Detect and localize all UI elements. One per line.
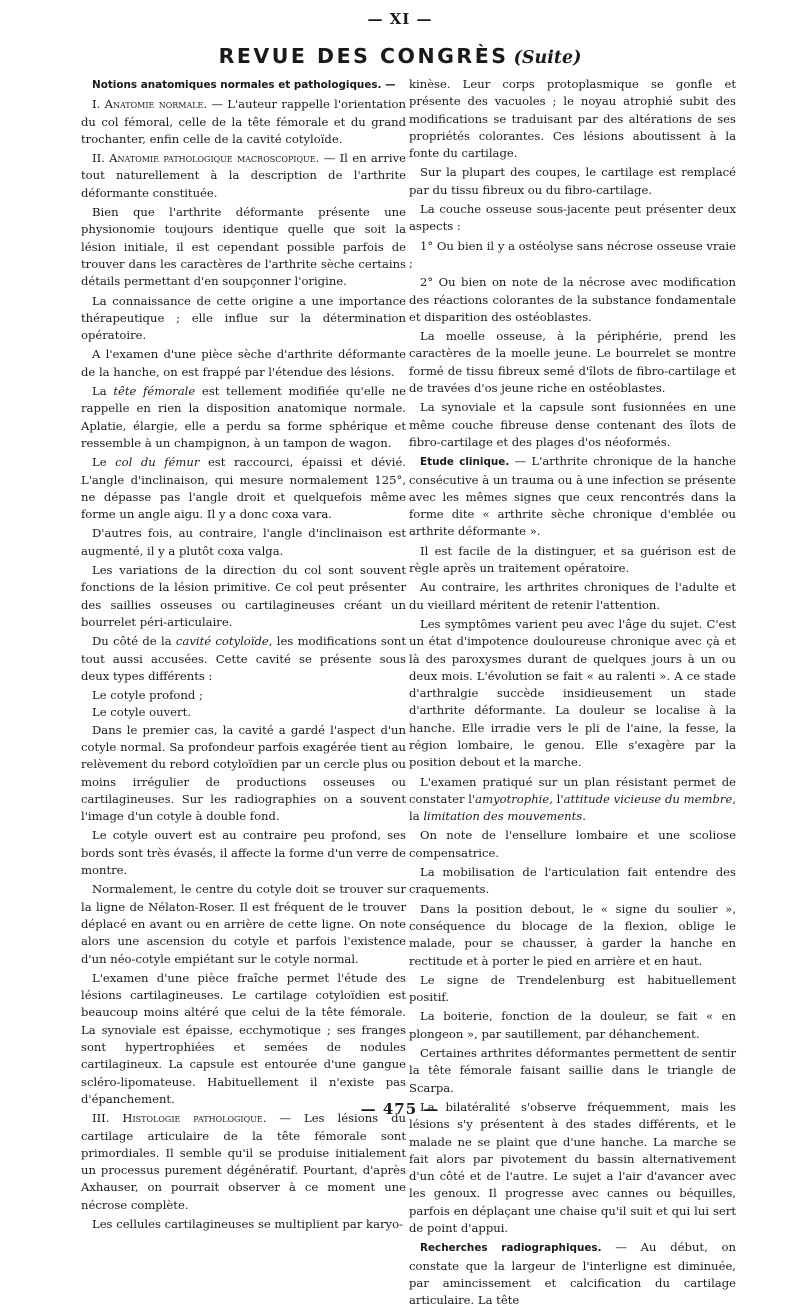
italic-term: limitation des mouvements: [423, 809, 583, 824]
text-run: est tellement modifiée qu'elle ne rappelle en rien la disposition anatomique normale. Aplatie, élargie, elle a perdu sa forme sphérique et ressemble à un champignon, à un tampon de wagon.: [81, 384, 407, 450]
paragraph: [81, 827, 406, 879]
paragraph: [81, 970, 406, 1108]
text-run: Les symptômes varient peu avec l'âge du sujet. C'est un état d'impotence douloureuse chronique avec çà et là des paroxysmes durant de quelques jours à un ou deux mois. L'évolution se fait « au ralenti ». A ce stade d'arthralgie succède insidieusement un stade d'arthrite déformante. La douleur se localise à la hanche. Elle irradie vers le pli de l'aine, la fesse, la région lombaire, le genou. Elle s'exagère par la position debout et la marche.: [409, 616, 736, 770]
italic-term: col du fémur: [115, 455, 200, 470]
text-run: .: [582, 809, 586, 824]
paragraph: [409, 616, 736, 772]
text-run: La connaissance de cette origine a une importance thérapeutique ; elle influe sur la détermination opératoire.: [81, 293, 406, 343]
text-run: , la: [409, 791, 736, 824]
text-run: La couche osseuse sous-jacente peut présenter deux aspects :: [409, 202, 736, 234]
section-heading: II. Anatomie pathologique macroscopique.: [92, 151, 320, 166]
paragraph: [409, 972, 736, 1007]
text-run: Sur la plupart des coupes, le cartilage est remplacé par du tissu fibreux ou du fibro-cartilage.: [409, 165, 736, 197]
text-run: Le cotyle ouvert est au contraire peu profond, ses bords sont très évasés, il affecte la forme d'un verre de montre.: [81, 828, 406, 878]
text-run: Le signe de Trendelenburg est habituellement positif.: [409, 972, 736, 1005]
text-run: La boiterie, fonction de la douleur, se fait « en plongeon », par sautillement, par déhanchement.: [409, 1009, 736, 1041]
paragraph: [81, 346, 406, 381]
italic-term: tête fémorale: [113, 384, 196, 399]
text-run: Il est facile de la distinguer, et sa guérison est de règle après un traitement opératoire.: [409, 543, 736, 576]
text-run: — Les lésions du cartilage articulaire de la tête fémorale sont primordiales. Il semble qu'il se produise initialement un processus purement dégénératif. Pourtant, d'après Axhauser, on pourrait observer à ce moment une nécrose complète.: [81, 1111, 406, 1212]
text-run: — Au début, on constate que la largeur de l'interligne est diminuée, par amincissement et calcification du cartilage articulaire. La tête: [409, 1240, 736, 1308]
paragraph: [409, 201, 736, 236]
section-heading: III. Histologie pathologique.: [92, 1111, 267, 1126]
paragraph: [409, 238, 736, 273]
text-run: Le: [92, 455, 116, 470]
paragraph: [81, 687, 406, 704]
page-folio: — XI —: [367, 10, 433, 28]
paragraph: [81, 454, 406, 523]
paragraph: [81, 1110, 406, 1214]
text-run: On note de l'ensellure lombaire et une scoliose compensatrice.: [409, 828, 736, 860]
section-lead: Etude clinique.: [420, 456, 510, 469]
paragraph: [409, 864, 736, 899]
text-run: A l'examen d'une pièce sèche d'arthrite déformante de la hanche, on est frappé par l'étendue des lésions.: [81, 347, 406, 379]
paragraph: [81, 383, 406, 452]
italic-term: cavité cotyloïde: [175, 634, 269, 649]
text-run: , les modifications sont tout aussi accusées. Cette cavité se présente sous deux types différents :: [81, 634, 406, 683]
text-run: Au contraire, les arthrites chroniques de l'adulte et du vieillard méritent de retenir l'attention.: [409, 580, 736, 612]
paragraph: [409, 827, 736, 862]
paragraph: [81, 293, 406, 345]
text-run: La mobilisation de l'articulation fait entendre des craquements.: [409, 865, 736, 897]
paragraph: [81, 881, 406, 967]
text-run: La moelle osseuse, à la périphérie, prend les caractères de la moelle jeune. Le bourrelet se montre formé de tissu fibreux semé d'îlots de fibro-cartilage et de travées d'os jeune riche en ostéoblastes.: [409, 329, 736, 396]
text-run: — L'auteur rappelle l'orientation du col fémoral, celle de la tête fémorale et du grand trochanter, enfin celle de la cavité cotyloïde.: [81, 97, 406, 146]
text-run: Le cotyle profond ;: [92, 688, 203, 703]
paragraph: [409, 453, 736, 540]
paragraph: [409, 543, 736, 578]
paragraph: [81, 150, 406, 202]
text-run: L'examen pratiqué sur un plan résistant permet de constater l': [409, 774, 736, 806]
text-run: 2° Ou bien on note de la nécrose avec modification des réactions colorantes de la substance fondamentale et disparition des ostéoblastes.: [409, 275, 736, 324]
text-run: Le cotyle ouvert.: [92, 705, 191, 720]
text-run: Normalement, le centre du cotyle doit se trouver sur la ligne de Nélaton-Roser. Il est fréquent de le trouver déplacé en avant ou en arrière de cette ligne. On note alors une ascension du cotyle et parfois l'existence d'un néo-cotyle empiétant sur le cotyle normal.: [81, 882, 406, 966]
paragraph: [409, 1099, 736, 1237]
text-run: Dans le premier cas, la cavité a gardé l'aspect d'un cotyle normal. Sa profondeur parfois exagérée tient au relèvement du rebord cotyloïdien par un cercle plus ou moins irrégulier de productions osseuses ou cartilagineuses. Sur les radiographies on a souvent l'image d'un cotyle à double fond.: [81, 722, 406, 824]
paragraph: [409, 1045, 736, 1097]
page-number: — 475 —: [360, 1100, 440, 1118]
paragraph: [409, 1239, 736, 1309]
text-run: La: [92, 384, 114, 399]
section-lead: Notions anatomiques normales et pathologiques. —: [92, 79, 396, 91]
paragraph: [81, 633, 406, 685]
paragraph: [409, 328, 736, 397]
text-run: Les variations de la direction du col sont souvent fonctions de la lésion primitive. Ce col peut présenter des saillies osseuses ou cartilagineuses créant un bourrelet péri-articulaire.: [81, 563, 406, 629]
paragraph: [81, 204, 406, 290]
paragraph: [409, 399, 736, 451]
title-main: REVUE DES CONGRÈS: [218, 44, 509, 68]
paragraph: [81, 562, 406, 631]
paragraph: [81, 96, 406, 148]
text-run: 1° Ou bien il y a ostéolyse sans nécrose osseuse vraie ;: [409, 238, 736, 270]
text-run: Dans la position debout, le « signe du soulier », conséquence du blocage de la flexion, oblige le malade, pour se chausser, à garder la hanche en rectitude et à porter le pied en arrière et en haut.: [409, 901, 736, 968]
title-suffix: (Suite): [513, 48, 582, 68]
paragraph: [409, 76, 736, 162]
text-run: L'examen d'une pièce fraîche permet l'étude des lésions cartilagineuses. Le cartilage cotyloïdien est beaucoup moins altéré que celui de la tête fémorale. La synoviale est épaisse, ecchymotique ; ses franges sont hypertrophiées et semées de nodules cartilagineux. La capsule est entourée d'une gangue scléro-lipomateuse. Habituellement il n'existe pas d'épanchement.: [81, 970, 406, 1106]
text-run: La bilatéralité s'observe fréquemment, mais les lésions s'y présentent à des stades différents, et le malade ne se plaint que d'une hanche. La marche se fait alors par pivotement du bassin alternativement d'un côté et de l'autre. Le sujet a l'air d'avancer avec les genoux. Il progresse avec cannes ou béquilles, parfois en déplaçant une chaise qu'il suit et qui lui sert de point d'appui.: [409, 1099, 736, 1235]
text-run: — Il en arrive tout naturellement à la description de l'arthrite déformante constituée.: [81, 151, 406, 200]
text-run: D'autres fois, au contraire, l'angle d'inclinaison est augmenté, il y a plutôt coxa valga.: [81, 526, 406, 558]
italic-term: attitude vicieuse du membre: [563, 791, 733, 806]
text-run: Du côté de la: [92, 634, 176, 649]
paragraph: [409, 164, 736, 199]
paragraph: [81, 704, 406, 721]
text-run: est raccourci, épaissi et dévié. L'angle d'inclinaison, qui mesure normalement 125°, ne dépasse pas l'angle droit et quelquefois même forme un angle aigu. Il y a donc coxa vara.: [81, 455, 406, 522]
paragraph: [409, 1008, 736, 1043]
paragraph: [409, 901, 736, 970]
text-run: Certaines arthrites déformantes permettent de sentir la tête fémorale faisant saillie dans le triangle de Scarpa.: [409, 1046, 736, 1095]
text-run: Les cellules cartilagineuses se multiplient par karyo-: [92, 1217, 403, 1231]
paragraph: [409, 274, 736, 326]
text-run: La synoviale et la capsule sont fusionnées en une même couche fibreuse dense contenant des îlots de fibro-cartilage et des plages d'os néoformés.: [409, 400, 736, 449]
paragraph: [81, 1216, 406, 1233]
paragraph: [81, 722, 406, 826]
paragraph: [81, 76, 406, 94]
page-title: [0, 44, 800, 68]
text-run: Bien que l'arthrite déformante présente une physionomie toujours identique quelle que soit la lésion initiale, il est cependant possible parfois de trouver dans les caractères de l'arthrite sèche certains détails permettant d'en soupçonner l'origine.: [81, 205, 406, 289]
section-heading: I. Anatomie normale.: [92, 97, 208, 112]
paragraph: [409, 774, 736, 826]
text-run: — L'arthrite chronique de la hanche consécutive à un trauma ou à une infection se présente avec les mêmes signes que ceux rencontrés dans la forme dite « arthrite sèche chronique d'emblée ou arthrite déformante ».: [409, 454, 737, 539]
italic-term: amyotrophie: [475, 791, 550, 806]
paragraph: [409, 579, 736, 614]
section-lead: Recherches radiographiques.: [420, 1242, 602, 1255]
text-run: , l': [549, 791, 564, 806]
paragraph: [81, 525, 406, 560]
right-column: [409, 76, 737, 1308]
text-run: kinèse. Leur corps protoplasmique se gonfle et présente des vacuoles ; le noyau atrophié subit des modifications se traduisant par des altérations de ses propriétés colorantes. Ces lésions aboutissent à la fonte du cartilage.: [409, 77, 736, 161]
